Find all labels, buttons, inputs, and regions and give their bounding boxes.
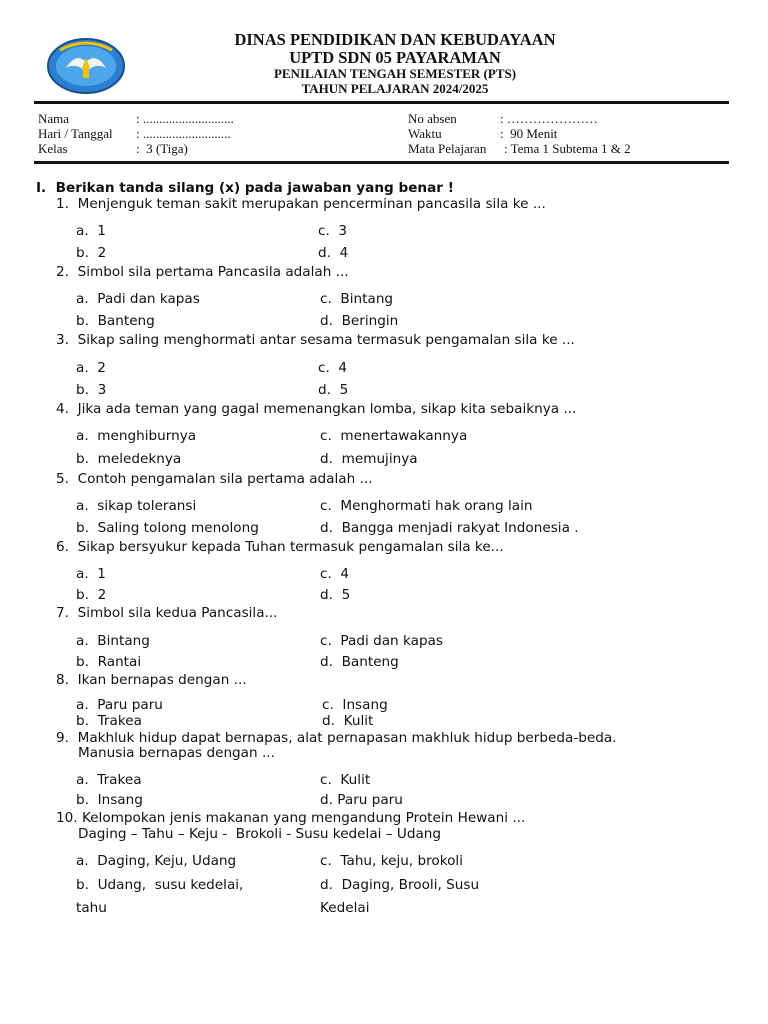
q2-option-c[interactable]: c. Bintang [320, 291, 394, 307]
q10-option-b[interactable]: b. Udang, susu kedelai, [76, 877, 244, 893]
q1-option-a[interactable]: a. 1 [76, 223, 106, 239]
q4-option-b[interactable]: b. meledeknya [76, 451, 182, 467]
question-9: 9. Makhluk hidup dapat bernapas, alat pernapasan makhluk hidup berbeda-beda. [56, 730, 617, 746]
q8-option-c[interactable]: c. Insang [322, 697, 388, 713]
q4-option-c[interactable]: c. menertawakannya [320, 428, 468, 444]
question-5: 5. Contoh pengamalan sila pertama adalah ... [56, 471, 373, 487]
question-10: 10. Kelompokan jenis makanan yang mengandung Protein Hewani ... [56, 810, 526, 826]
header-agency: DINAS PENDIDIKAN DAN KEBUDAYAAN [234, 30, 556, 49]
q6-option-a[interactable]: a. 1 [76, 566, 106, 582]
question-6: 6. Sikap bersyukur kepada Tuhan termasuk pengamalan sila ke... [56, 539, 504, 555]
header-exam: PENILAIAN TENGAH SEMESTER (PTS) [273, 66, 517, 81]
hari-label: Hari / Tanggal [38, 126, 113, 141]
q10-option-d[interactable]: d. Daging, Brooli, Susu [320, 877, 480, 893]
q5-option-b[interactable]: b. Saling tolong menolong [76, 520, 259, 536]
q1-option-c[interactable]: c. 3 [318, 223, 348, 239]
q10-option-b-cont: tahu [76, 900, 107, 916]
q1-option-b[interactable]: b. 2 [76, 245, 107, 261]
q8-option-d[interactable]: d. Kulit [322, 713, 374, 729]
header-year: TAHUN PELAJARAN 2024/2025 [301, 81, 489, 96]
q4-option-a[interactable]: a. menghiburnya [76, 428, 197, 444]
q2-option-b[interactable]: b. Banteng [76, 313, 155, 329]
q8-option-a[interactable]: a. Paru paru [76, 697, 163, 713]
q2-option-a[interactable]: a. Padi dan kapas [76, 291, 200, 307]
q7-option-b[interactable]: b. Rantai [76, 654, 142, 670]
q3-option-c[interactable]: c. 4 [318, 360, 348, 376]
q8-option-b[interactable]: b. Trakea [76, 713, 142, 729]
absen-field[interactable]: : ………………… [500, 111, 598, 126]
waktu-value: : 90 Menit [500, 126, 558, 141]
header-school: UPTD SDN 05 PAYARAMAN [289, 48, 501, 67]
question-3: 3. Sikap saling menghormati antar sesama termasuk pengamalan sila ke ... [56, 332, 575, 348]
mapel-label: Mata Pelajaran [408, 141, 487, 156]
q9-option-c[interactable]: c. Kulit [320, 772, 371, 788]
q7-option-a[interactable]: a. Bintang [76, 633, 150, 649]
q3-option-d[interactable]: d. 5 [318, 382, 349, 398]
q7-option-d[interactable]: d. Banteng [320, 654, 399, 670]
q9-option-d[interactable]: d. Paru paru [320, 792, 403, 808]
kelas-label: Kelas [38, 141, 68, 156]
q10-option-a[interactable]: a. Daging, Keju, Udang [76, 853, 237, 869]
section-title: I. Berikan tanda silang (x) pada jawaban yang benar ! [36, 180, 454, 196]
question-9-line2: Manusia bernapas dengan ... [78, 745, 275, 761]
kelas-value: : 3 (Tiga) [136, 141, 188, 156]
question-4: 4. Jika ada teman yang gagal memenangkan lomba, sikap kita sebaiknya ... [56, 401, 577, 417]
q6-option-c[interactable]: c. 4 [320, 566, 350, 582]
nama-label: Nama [38, 111, 70, 126]
question-2: 2. Simbol sila pertama Pancasila adalah ... [56, 264, 349, 280]
q3-option-a[interactable]: a. 2 [76, 360, 106, 376]
info-divider [34, 161, 729, 164]
question-1: 1. Menjenguk teman sakit merupakan pencerminan pancasila sila ke ... [56, 196, 546, 212]
mapel-value: : Tema 1 Subtema 1 & 2 [504, 141, 631, 156]
question-10-line2: Daging – Tahu – Keju - Brokoli - Susu kedelai – Udang [78, 826, 442, 842]
nama-field[interactable]: : ............................ [136, 111, 234, 126]
question-8: 8. Ikan bernapas dengan ... [56, 672, 247, 688]
q9-option-b[interactable]: b. Insang [76, 792, 143, 808]
header-divider [34, 101, 729, 104]
q10-option-c[interactable]: c. Tahu, keju, brokoli [320, 853, 463, 869]
q2-option-d[interactable]: d. Beringin [320, 313, 399, 329]
q4-option-d[interactable]: d. memujinya [320, 451, 418, 467]
q1-option-d[interactable]: d. 4 [318, 245, 349, 261]
q3-option-b[interactable]: b. 3 [76, 382, 107, 398]
waktu-label: Waktu [408, 126, 442, 141]
q7-option-c[interactable]: c. Padi dan kapas [320, 633, 443, 649]
q5-option-d[interactable]: d. Bangga menjadi rakyat Indonesia . [320, 520, 579, 536]
question-7: 7. Simbol sila kedua Pancasila... [56, 605, 278, 621]
q10-option-d-cont: Kedelai [320, 900, 370, 916]
q9-option-a[interactable]: a. Trakea [76, 772, 142, 788]
hari-field[interactable]: : ........................... [136, 126, 231, 141]
absen-label: No absen [408, 111, 457, 126]
q6-option-d[interactable]: d. 5 [320, 587, 351, 603]
q6-option-b[interactable]: b. 2 [76, 587, 107, 603]
q5-option-a[interactable]: a. sikap toleransi [76, 498, 197, 514]
q5-option-c[interactable]: c. Menghormati hak orang lain [320, 498, 533, 514]
tut-wuri-handayani-logo [46, 38, 126, 94]
